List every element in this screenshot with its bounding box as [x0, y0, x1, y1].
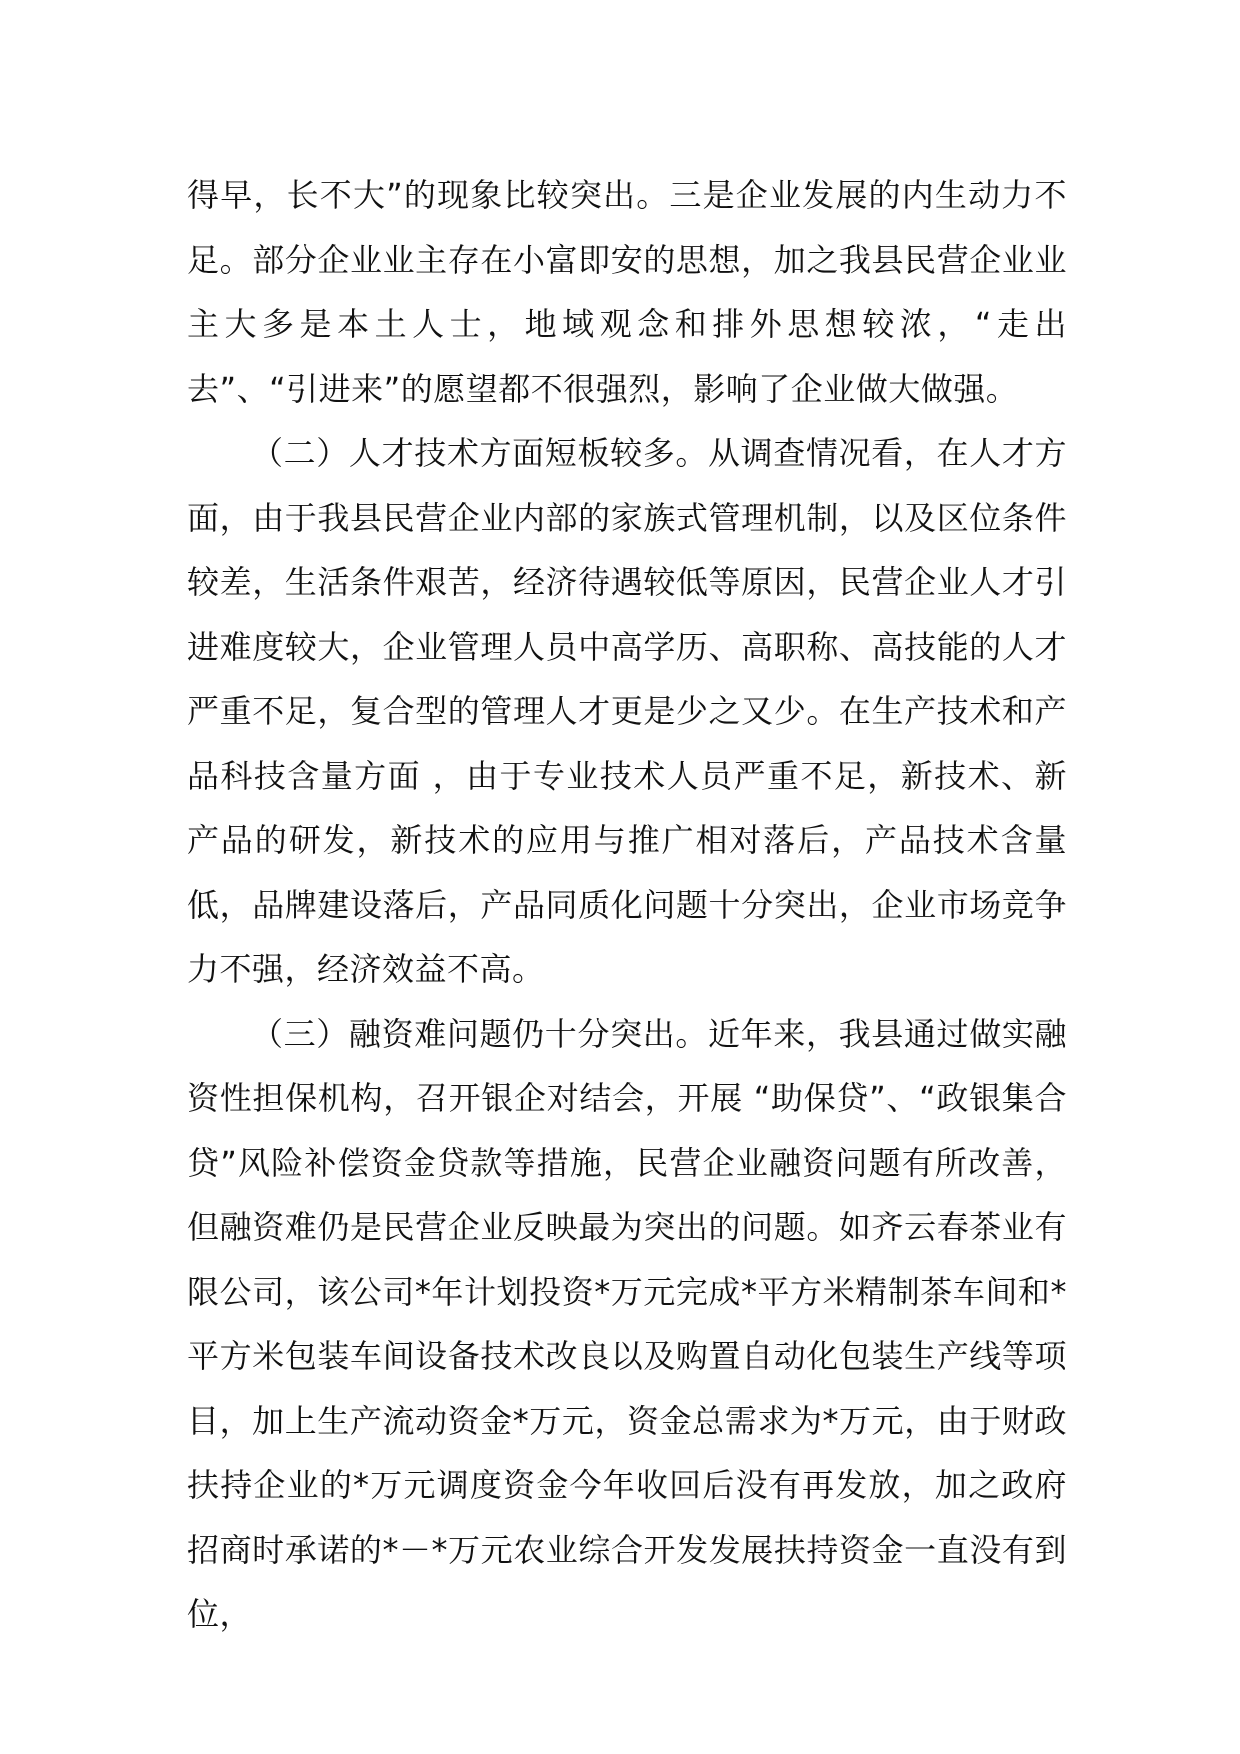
- paragraph-enterprise-motivation: 得早，长不大”的现象比较突出。三是企业发展的内生动力不足。部分企业业主存在小富即安的思想，加之我县民营企业业主大多是本土人士，地域观念和排外思想较浓，“走出去”、“引进来”的愿望都不很强烈，影响了企业做大做强。: [187, 176, 1067, 408]
- paragraph-talent-technology: （二）人才技术方面短板较多。从调查情况看，在人才方面，由于我县民营企业内部的家族式管理机制，以及区位条件较差，生活条件艰苦，经济待遇较低等原因，民营企业人才引进难度较大，企业管理人员中高学历、高职称、高技能的人才严重不足，复合型的管理人才更是少之又少。在生产技术和产品科技含量方面 ，由于专业技术人员严重不足，新技术、新产品的研发，新技术的应用与推广相对落后，产品技术含量低，品牌建设落后，产品同质化问题十分突出，企业市场竞争力不强，经济效益不高。: [187, 434, 1067, 988]
- paragraph-financing-difficulty: （三）融资难问题仍十分突出。近年来，我县通过做实融资性担保机构，召开银企对结会，开展 “助保贷”、“政银集合贷”风险补偿资金贷款等措施，民营企业融资问题有所改善，但融资难仍是民营企业反映最为突出的问题。如齐云春茶业有限公司，该公司*年计划投资*万元完成*平方米精制茶车间和*平方米包装车间设备技术改良以及购置自动化包装生产线等项目，加上生产流动资金*万元，资金总需求为*万元，由于财政扶持企业的*万元调度资金今年收回后没有再发放，加之政府招商时承诺的*－*万元农业综合开发发展扶持资金一直没有到位，: [187, 1014, 1067, 1633]
- document-body: [187, 163, 1067, 1647]
